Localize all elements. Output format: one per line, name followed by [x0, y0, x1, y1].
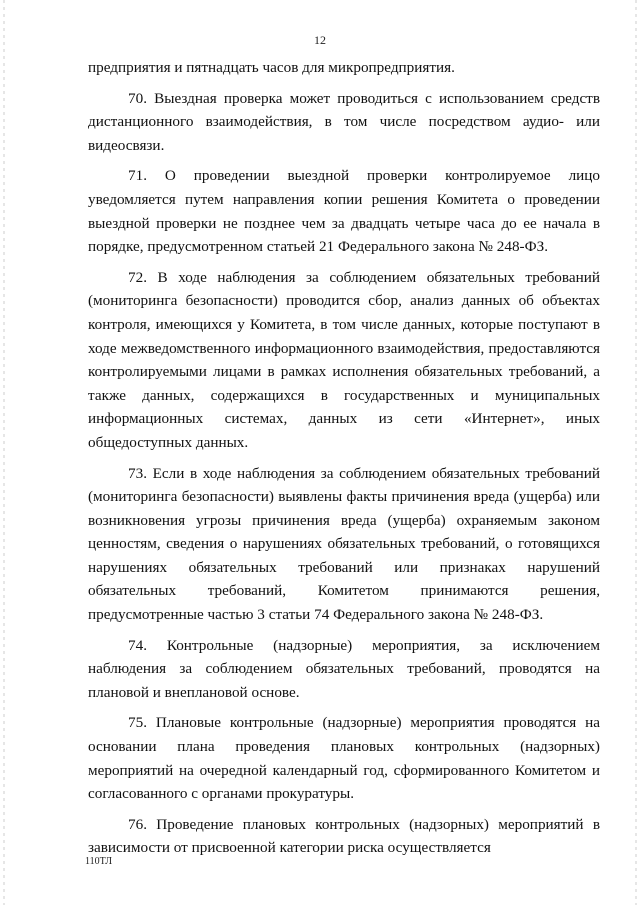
paragraph-73: 73. Если в ходе наблюдения за соблюдением обязательных требований (мониторинга безопасности) выявлены факты причинения вреда (ущерба) или возникновения угрозы причинения вреда (ущерба) охраняемым законом ценностям, сведения о нарушениях обязательных требований, о готовящихся нарушениях обязательных требований или признаках нарушений обязательных требований, Комитетом принимаются решения, предусмотренные частью 3 статьи 74 Федерального закона № 248-ФЗ. [88, 464, 600, 624]
paragraph-70: 70. Выездная проверка может проводиться с использованием средств дистанционного взаимодействия, в том числе посредством аудио- или видеосвязи. [88, 89, 600, 154]
footer-code: 110ТЛ [85, 856, 113, 867]
paragraph-75: 75. Плановые контрольные (надзорные) мероприятия проводятся на основании плана проведения плановых контрольных (надзорных) мероприятий на очередной календарный год, сформированного Комитетом и согласованного с органами прокуратуры. [88, 714, 600, 803]
document-body [88, 56, 600, 860]
paragraph-71: 71. О проведении выездной проверки контролируемое лицо уведомляется путем направления копии решения Комитета о проведении выездной проверки не позднее чем за двадцать четыре часа до ее начала в порядке, предусмотренном статьей 21 Федерального закона № 248-ФЗ. [88, 167, 600, 256]
paragraph-continuation: предприятия и пятнадцать часов для микропредприятия. [88, 59, 455, 76]
paragraph-74: 74. Контрольные (надзорные) мероприятия, за исключением наблюдения за соблюдением обязательных требований, проводятся на плановой и внеплановой основе. [88, 636, 600, 701]
scan-left-edge [3, 0, 5, 905]
paragraph-76: 76. Проведение плановых контрольных (надзорных) мероприятий в зависимости от присвоенной категории риска осуществляется [88, 815, 600, 857]
paragraph-72: 72. В ходе наблюдения за соблюдением обязательных требований (мониторинга безопасности) проводится сбор, анализ данных об объектах контроля, имеющихся у Комитета, в том числе данных, которые поступают в ходе межведомственного информационного взаимодействия, предоставляются контролируемыми лицами в рамках исполнения обязательных требований, а также данных, содержащихся в государственных и муниципальных информационных системах, данных из сети «Интернет», иных общедоступных данных. [88, 268, 600, 451]
page-number: 12 [314, 33, 326, 47]
scan-right-edge [635, 0, 637, 905]
